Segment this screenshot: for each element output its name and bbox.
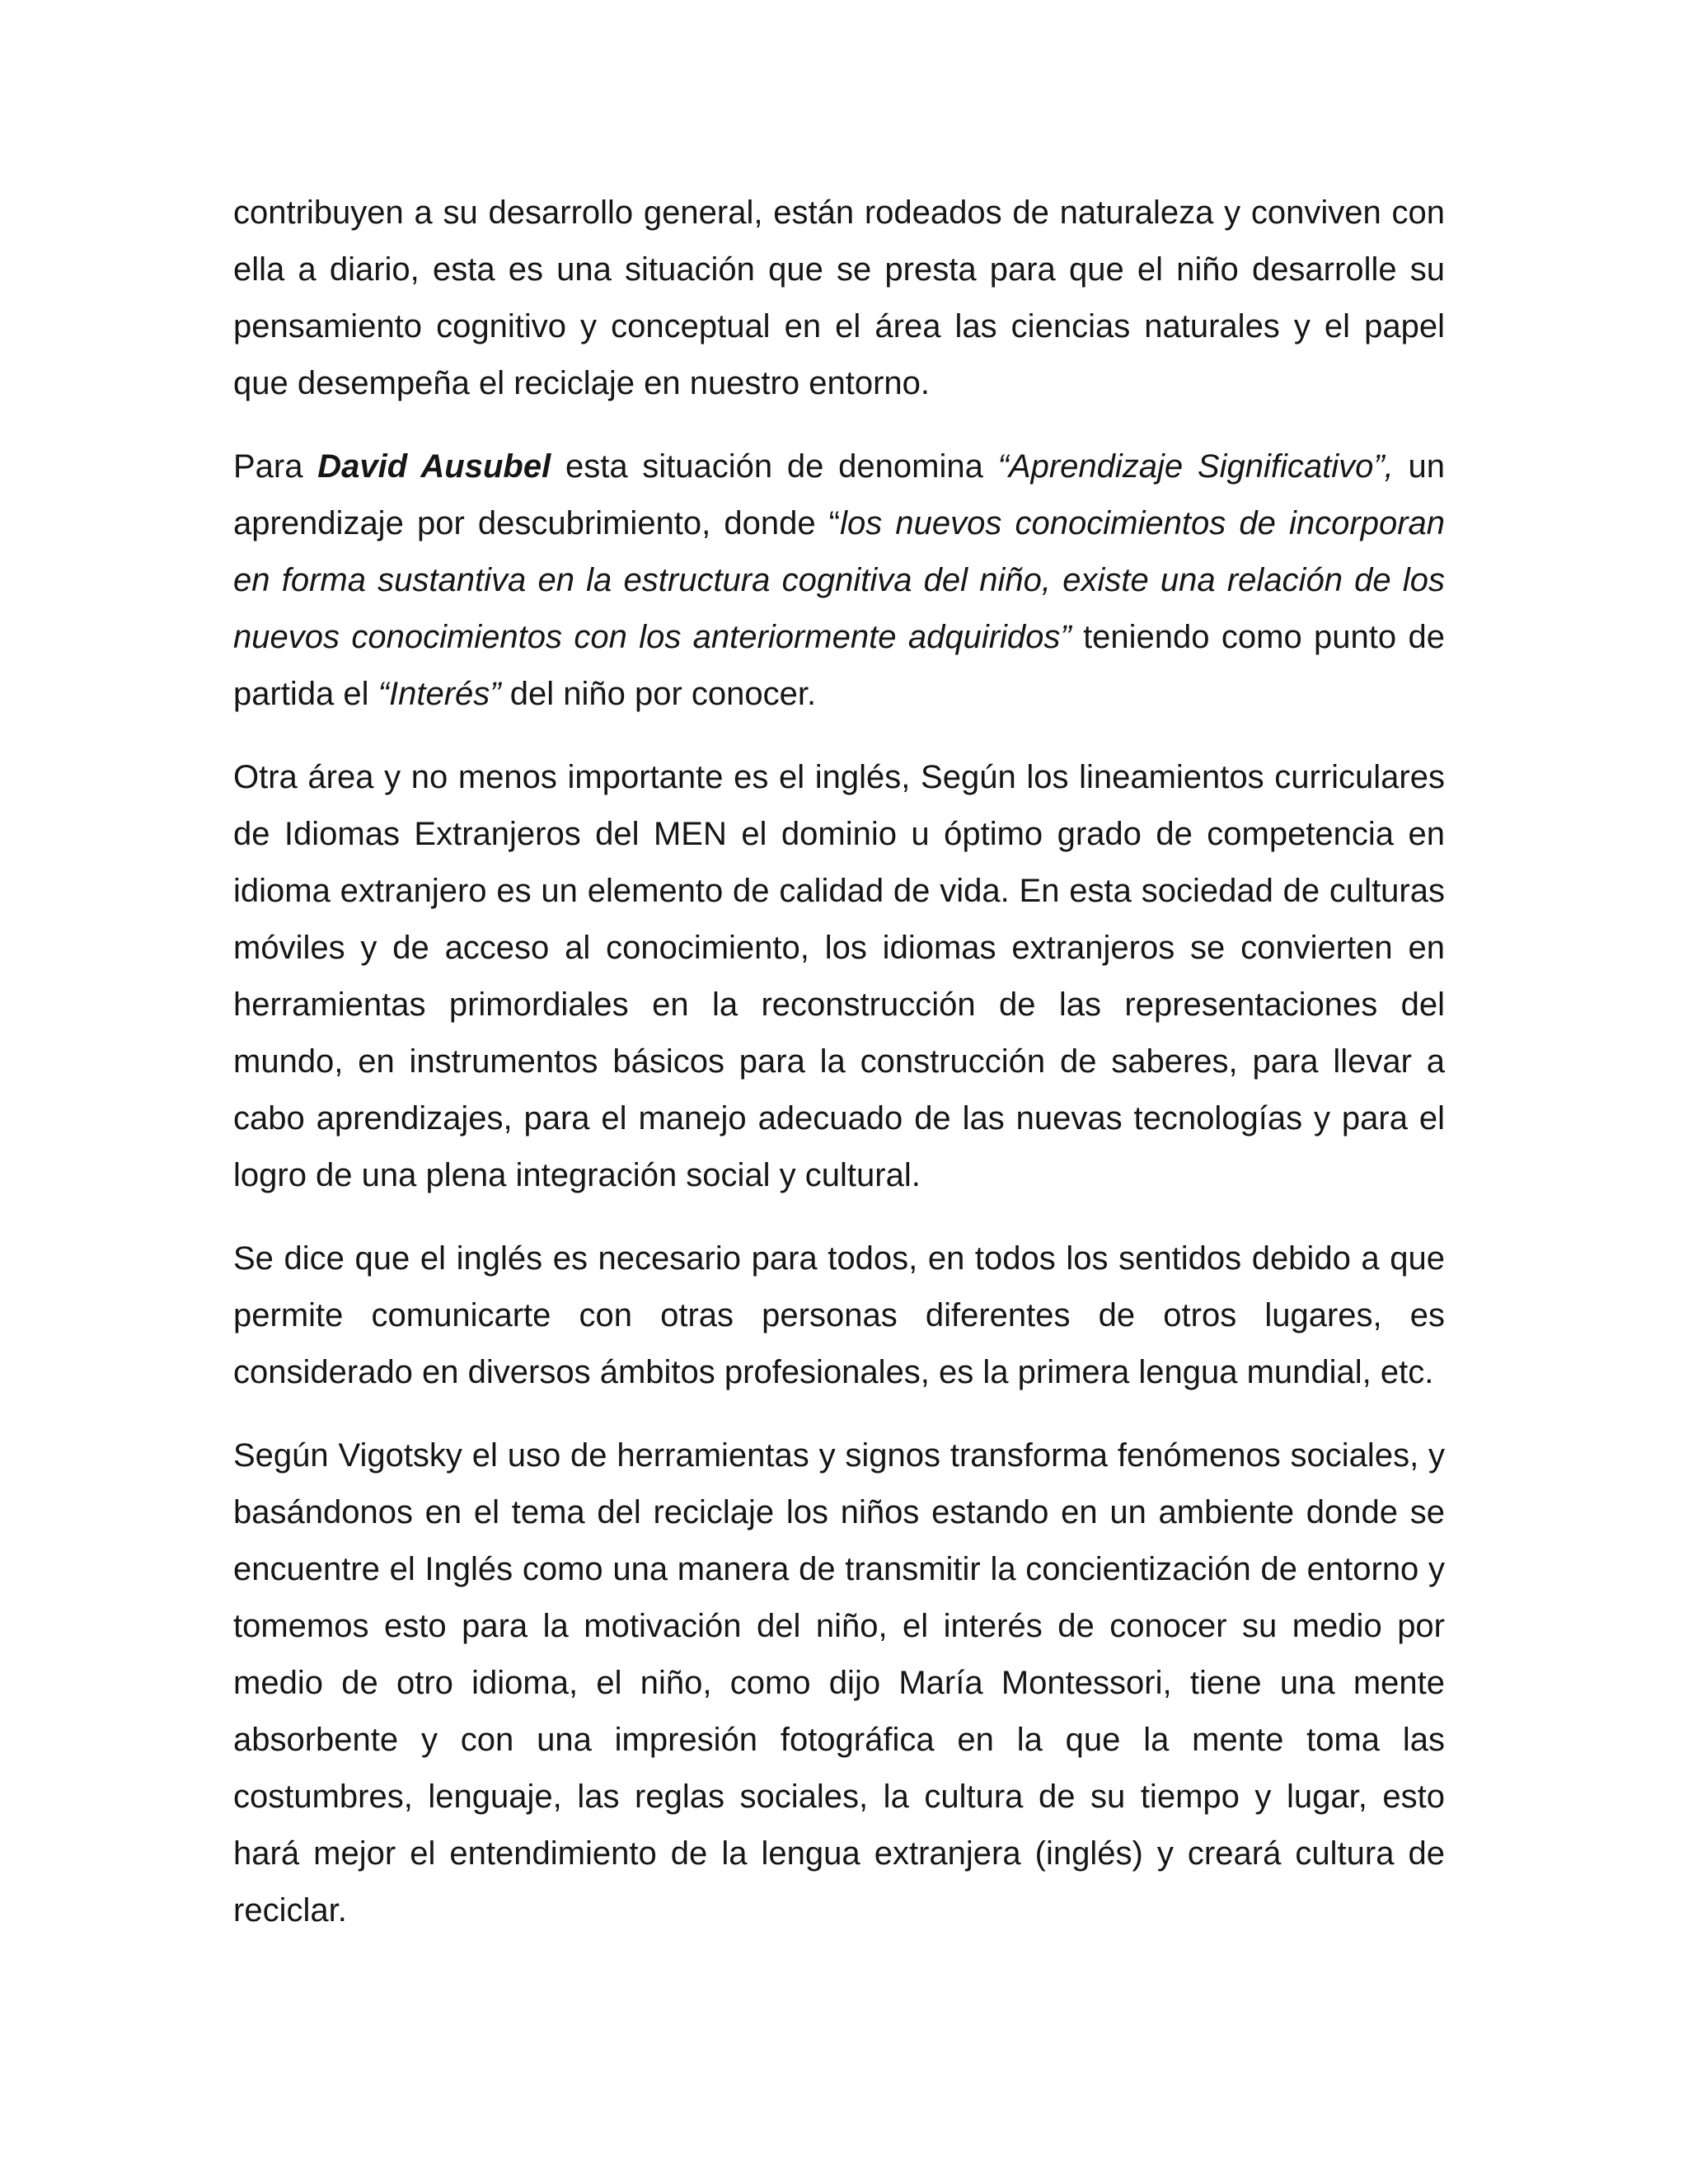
text-run: Para [233,448,318,485]
term-aprendizaje-significativo: “Aprendizaje Significativo”, [997,448,1394,485]
paragraph-vigotsky: Según Vigotsky el uso de herramientas y signos transforma fenómenos sociales, y basándonos en el tema del reciclaje los niños estando en un ambiente donde se encuentre el Inglés como una manera de transmitir la concientización de entorno y tomemos esto para la motivación del niño, el interés de conocer su medio por medio de otro idioma, el niño, como dijo María Montessori, tiene una mente absorbente y con una impresión fotográfica en la que la mente toma las costumbres, lenguaje, las reglas sociales, la cultura de su tiempo y lugar, esto hará mejor el entendimiento de la lengua extranjera (inglés) y creará cultura de reciclar. [233,1437,1445,1929]
document-body [233,185,1445,1939]
paragraph-ingles-lineamientos: Otra área y no menos importante es el inglés, Según los lineamientos curriculares de Idiomas Extranjeros del MEN el dominio u óptimo grado de competencia en idioma extranjero es un elemento de calidad de vida. En esta sociedad de culturas móviles y de acceso al conocimiento, los idiomas extranjeros se convierten en herramientas primordiales en la reconstrucción de las representaciones del mundo, en instrumentos básicos para la construcción de saberes, para llevar a cabo aprendizajes, para el manejo adecuado de las nuevas tecnologías y para el logro de una plena integración social y cultural. [233,759,1445,1193]
quote-ausubel: los nuevos conocimientos de incorporan en forma sustantiva en la estructura cognitiva del niño, existe una relación de los nuevos conocimientos con los anteriormente adquiridos” [233,505,1445,655]
text-run: un aprendizaje por descubrimiento, donde “ [233,448,1445,541]
paragraph-naturaleza: contribuyen a su desarrollo general, están rodeados de naturaleza y conviven con ella a diario, esta es una situación que se presta para que el niño desarrolle su pensamiento cognitivo y conceptual en el área las ciencias naturales y el papel que desempeña el reciclaje en nuestro entorno. [233,194,1445,401]
paragraph-ingles-necesario: Se dice que el inglés es necesario para todos, en todos los sentidos debido a que permite comunicarte con otras personas diferentes de otros lugares, es considerado en diversos ámbitos profesionales, es la primera lengua mundial, etc. [233,1240,1445,1390]
text-run: teniendo como punto de partida el [233,619,1445,712]
text-run: del niño por conocer. [500,676,817,712]
author-name-ausubel: David Ausubel [317,448,551,485]
term-interes: “Interés” [377,676,501,712]
paragraph-ausubel [233,438,1445,723]
text-run: esta situación de denomina [551,448,998,485]
